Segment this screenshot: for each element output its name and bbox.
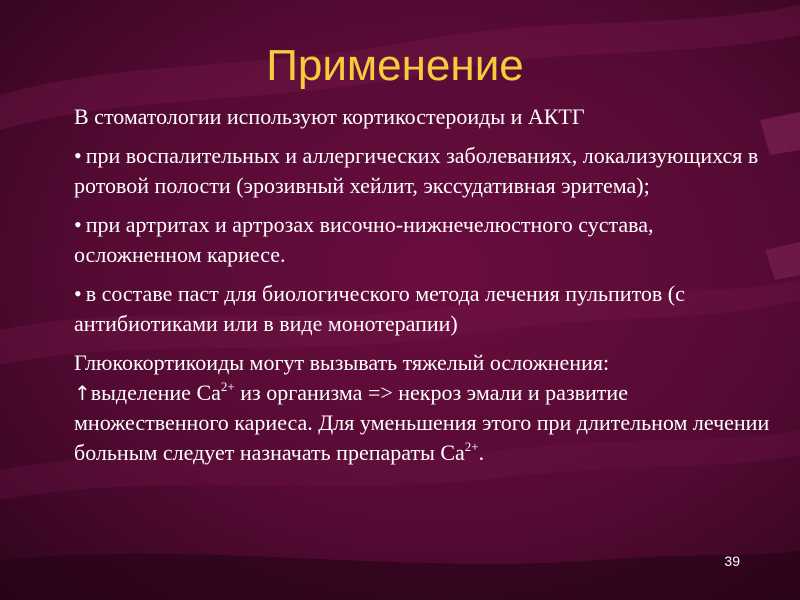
warning-text-c: . [478, 440, 485, 465]
bullet-marker: • [74, 281, 82, 306]
bullet-item [74, 279, 774, 339]
page-number: 39 [724, 553, 740, 569]
warning-paragraph [74, 348, 774, 468]
superscript-charge: 2+ [464, 439, 479, 454]
warning-text-a: выделение Ca [90, 380, 221, 405]
arrow-up-icon: ↑ [74, 381, 91, 405]
bullet-item [74, 210, 774, 270]
slide-body [74, 98, 774, 468]
bullet-text: при артритах и артрозах височно-нижнечелюстного сустава, осложненном кариесе. [74, 212, 654, 267]
bullet-marker: • [74, 143, 82, 168]
bullet-text: в составе паст для биологического метода лечения пульпитов (с антибиотиками или в виде монотерапии) [74, 281, 685, 336]
warning-text-b: из организма => некроз эмали и развитие множественного кариеса. Для уменьшения этого при длительном лечении больным следует назначать препараты Ca [74, 380, 770, 465]
slide-title: Применение [266, 41, 524, 90]
bullet-item [74, 141, 774, 201]
intro-line: В стоматологии используют кортикостероиды и АКТГ [74, 104, 585, 129]
bullet-marker: • [74, 212, 82, 237]
warning-heading: Глюкокортикоиды могут вызывать тяжелый осложнения: [74, 350, 610, 375]
bullet-text: при воспалительных и аллергических заболеваниях, локализующихся в ротовой полости (эрозивный хейлит, экссудативная эритема); [74, 143, 759, 198]
superscript-charge: 2+ [220, 379, 235, 394]
